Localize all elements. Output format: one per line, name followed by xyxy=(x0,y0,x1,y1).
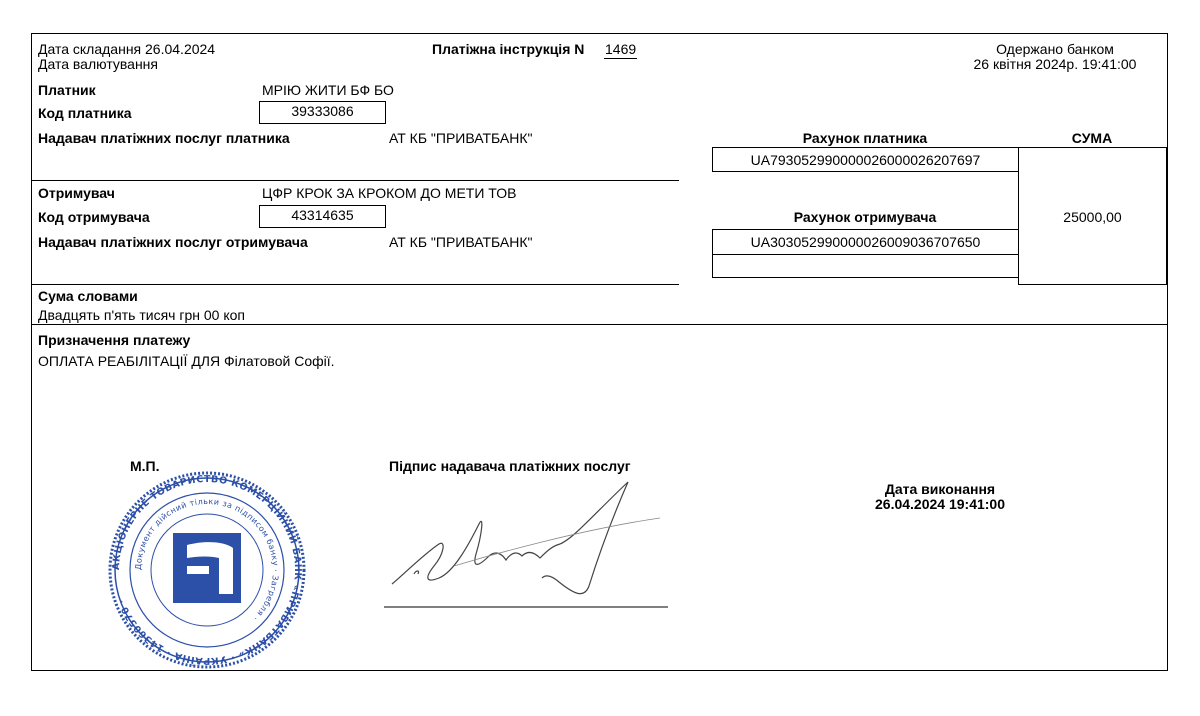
recipient-account-label: Рахунок отримувача xyxy=(793,209,937,225)
privatbank-logo-icon xyxy=(173,533,241,603)
payer-provider-label: Надавач платіжних послуг платника xyxy=(38,130,290,146)
document-title: Платіжна інструкція N xyxy=(432,41,585,57)
recipient-label: Отримувач xyxy=(38,185,115,201)
amount-words-label: Сума словами xyxy=(38,288,138,304)
amount-label: СУМА xyxy=(1071,130,1113,146)
stamp-label: М.П. xyxy=(130,458,160,474)
recipient-provider: АТ КБ "ПРИВАТБАНК" xyxy=(389,234,533,250)
recipient-code-box: 43314635 xyxy=(259,205,386,228)
payer-name: МРІЮ ЖИТИ БФ БО xyxy=(262,82,394,98)
signature-label: Підпис надавача платіжних послуг xyxy=(389,458,631,474)
value-date-label: Дата валютування xyxy=(38,56,158,72)
payer-provider: АТ КБ "ПРИВАТБАНК" xyxy=(389,130,533,146)
recipient-code-label: Код отримувача xyxy=(38,209,150,225)
received-by-bank-label: Одержано банком xyxy=(996,41,1114,57)
amount-words: Двадцять п'ять тисяч грн 00 коп xyxy=(38,307,245,323)
bank-stamp xyxy=(95,470,319,670)
signature-image xyxy=(384,474,674,614)
payer-separator xyxy=(31,180,679,181)
recipient-provider-label: Надавач платіжних послуг отримувача xyxy=(38,234,308,250)
recipient-account-extra-box xyxy=(712,254,1019,278)
payer-account-box: UA793052990000026000026207697 xyxy=(712,147,1019,172)
purpose-label: Призначення платежу xyxy=(38,332,191,348)
amount-words-separator xyxy=(31,324,1168,325)
payer-label: Платник xyxy=(38,82,96,98)
document-number: 1469 xyxy=(605,41,637,57)
payer-account-label: Рахунок платника xyxy=(802,130,928,146)
stamp-inner-text: Документ дійсний тільки за підписом банку · Загребля · xyxy=(133,496,281,623)
execution-date-label: Дата виконання xyxy=(884,481,996,497)
recipient-name: ЦФР КРОК ЗА КРОКОМ ДО МЕТИ ТОВ xyxy=(262,185,517,201)
payer-code-label: Код платника xyxy=(38,105,132,121)
recipient-separator xyxy=(31,284,679,285)
payer-code-box: 39333086 xyxy=(259,101,386,124)
amount-box xyxy=(1018,147,1167,285)
purpose-text: ОПЛАТА РЕАБІЛІТАЦІЇ ДЛЯ Філатовой Софії. xyxy=(38,353,335,369)
received-datetime: 26 квітня 2024р. 19:41:00 xyxy=(973,56,1137,72)
recipient-account-box: UA303052990000026009036707650 xyxy=(712,229,1019,255)
stamp-outer-text: АКЦІОНЕРНЕ ТОВАРИСТВО КОМЕРЦІЙНИЙ БАНК «ПРИВАТБАНК» · УКРАЇНА · 14360570 · xyxy=(110,473,304,667)
date-created: Дата складання 26.04.2024 xyxy=(38,41,216,57)
execution-datetime: 26.04.2024 19:41:00 xyxy=(875,496,1005,512)
amount-value: 25000,00 xyxy=(1063,209,1122,225)
